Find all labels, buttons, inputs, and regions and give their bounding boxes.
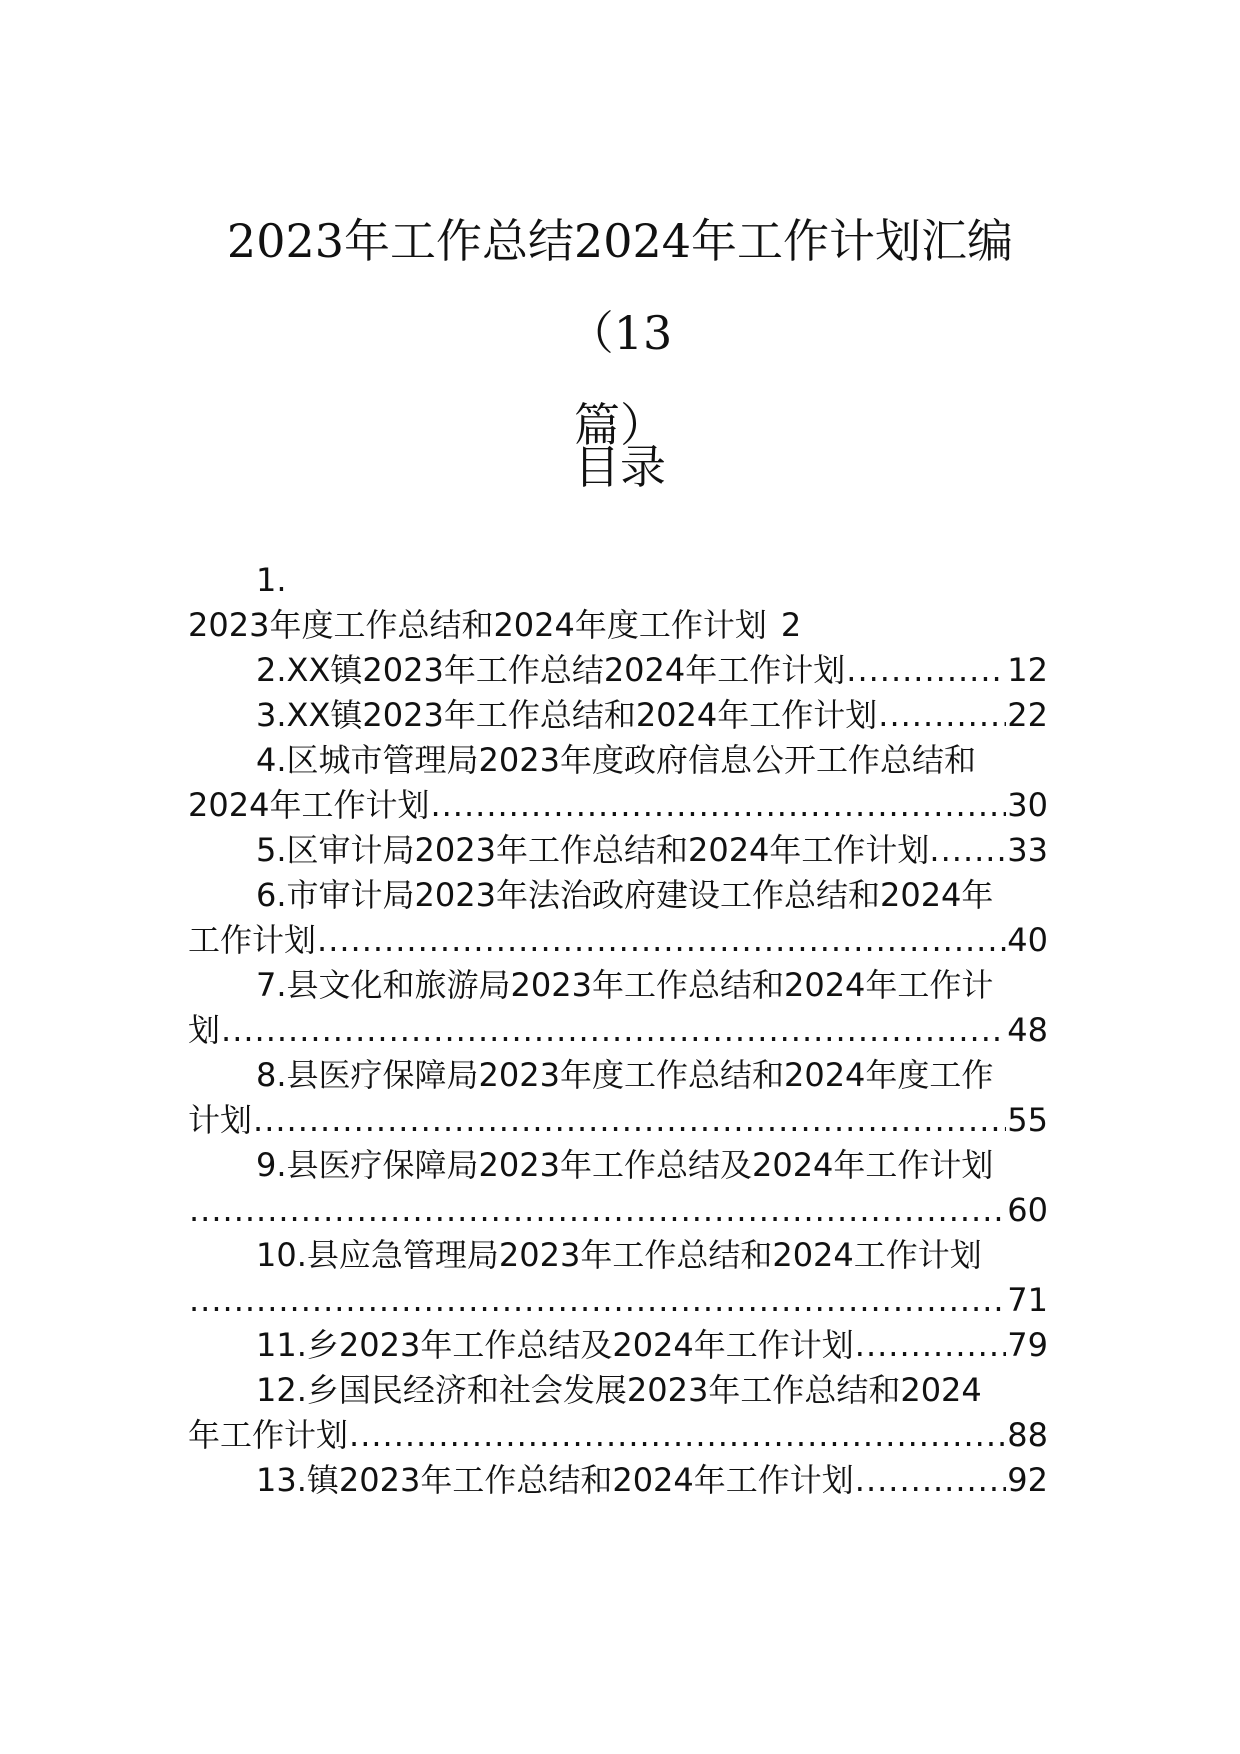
document-title bbox=[180, 195, 1060, 471]
toc-entry-3[interactable] bbox=[188, 693, 1048, 738]
toc-entry-13[interactable] bbox=[188, 1458, 1048, 1503]
toc-entry-7-title: 7.县文化和旅游局2023年工作总结和2024年工作计 bbox=[256, 966, 994, 1004]
toc-entry-5-page: 33 bbox=[1007, 831, 1048, 869]
toc-entry-8-leader bbox=[253, 1098, 1006, 1143]
toc-entry-12[interactable] bbox=[188, 1368, 1048, 1458]
toc-entry-10[interactable] bbox=[188, 1233, 1048, 1323]
toc-entry-4-title: 4.区城市管理局2023年度政府信息公开工作总结和 bbox=[256, 741, 976, 779]
toc-entry-4-leader bbox=[430, 783, 1006, 828]
toc-entry-3-leader bbox=[878, 693, 1006, 738]
toc-entry-9[interactable] bbox=[188, 1143, 1048, 1233]
toc-heading: 目录 bbox=[574, 440, 666, 494]
toc-entry-1-number-line bbox=[188, 558, 1048, 603]
toc-entry-6-title-continued: 工作计划 bbox=[188, 921, 317, 959]
toc-entry-11-leader bbox=[855, 1323, 1007, 1368]
toc-entry-1-title-line bbox=[188, 603, 1048, 648]
toc-entry-2-leader bbox=[846, 648, 1006, 693]
toc-entry-8[interactable] bbox=[188, 1053, 1048, 1143]
toc-entry-7[interactable] bbox=[188, 963, 1048, 1053]
toc-entry-3-page: 22 bbox=[1007, 696, 1048, 734]
toc-entry-4-title-continued: 2024年工作计划 bbox=[188, 786, 430, 824]
toc-entry-10-title: 10.县应急管理局2023年工作总结和2024工作计划 bbox=[256, 1236, 982, 1274]
toc-entry-12-page: 88 bbox=[1007, 1416, 1048, 1454]
toc-entry-8-page: 55 bbox=[1007, 1101, 1048, 1139]
table-of-contents bbox=[188, 558, 1048, 1503]
toc-entry-5[interactable] bbox=[188, 828, 1048, 873]
toc-entry-11[interactable] bbox=[188, 1323, 1048, 1368]
toc-entry-13-leader bbox=[855, 1458, 1007, 1503]
toc-entry-12-leader bbox=[349, 1413, 1006, 1458]
toc-entry-9-title: 9.县医疗保障局2023年工作总结及2024年工作计划 bbox=[256, 1146, 994, 1184]
toc-entry-7-leader bbox=[221, 1008, 1006, 1053]
toc-entry-6-title: 6.市审计局2023年法治政府建设工作总结和2024年 bbox=[256, 876, 994, 914]
toc-entry-11-page: 79 bbox=[1007, 1326, 1048, 1364]
toc-entry-9-leader bbox=[189, 1188, 1006, 1233]
toc-entry-13-page: 92 bbox=[1007, 1461, 1048, 1499]
toc-entry-8-title-continued: 计划 bbox=[188, 1101, 253, 1139]
toc-entry-1-number: 1. bbox=[256, 561, 287, 599]
toc-entry-2[interactable] bbox=[188, 648, 1048, 693]
toc-entry-4-page: 30 bbox=[1007, 786, 1048, 824]
toc-entry-1-title: 2023年度工作总结和2024年度工作计划 bbox=[188, 606, 767, 644]
toc-entry-13-title: 13.镇2023年工作总结和2024年工作计划 bbox=[256, 1461, 854, 1499]
toc-entry-5-leader bbox=[941, 828, 1007, 873]
toc-entry-10-leader bbox=[189, 1278, 1006, 1323]
toc-entry-11-title: 11.乡2023年工作总结及2024年工作计划 bbox=[256, 1326, 854, 1364]
toc-entry-12-title-continued: 年工作计划 bbox=[188, 1416, 349, 1454]
toc-entry-6-page: 40 bbox=[1007, 921, 1048, 959]
toc-entry-1-page: 2 bbox=[780, 606, 802, 644]
toc-entry-6[interactable] bbox=[188, 873, 1048, 963]
toc-entry-2-title: 2.XX镇2023年工作总结2024年工作计划 bbox=[256, 651, 846, 689]
toc-entry-10-page: 71 bbox=[1007, 1281, 1048, 1319]
toc-entry-2-page: 12 bbox=[1007, 651, 1048, 689]
toc-entry-4[interactable] bbox=[188, 738, 1048, 828]
toc-entry-7-title-continued: 划 bbox=[188, 1011, 221, 1049]
toc-entry-12-title: 12.乡国民经济和社会发展2023年工作总结和2024 bbox=[256, 1371, 982, 1409]
document-title-line-1: 2023年工作总结2024年工作计划汇编（13 bbox=[226, 214, 1014, 360]
toc-entry-1[interactable] bbox=[188, 558, 1048, 648]
toc-entry-6-leader bbox=[317, 918, 1006, 963]
toc-entry-7-page: 48 bbox=[1007, 1011, 1048, 1049]
document-title-line-2: 篇） bbox=[574, 398, 666, 452]
toc-entry-9-page: 60 bbox=[1007, 1191, 1048, 1229]
toc-entry-5-title: 5.区审计局2023年工作总结和2024年工作计划. bbox=[256, 831, 940, 869]
toc-entry-8-title: 8.县医疗保障局2023年度工作总结和2024年度工作 bbox=[256, 1056, 994, 1094]
toc-entry-3-title: 3.XX镇2023年工作总结和2024年工作计划 bbox=[256, 696, 878, 734]
